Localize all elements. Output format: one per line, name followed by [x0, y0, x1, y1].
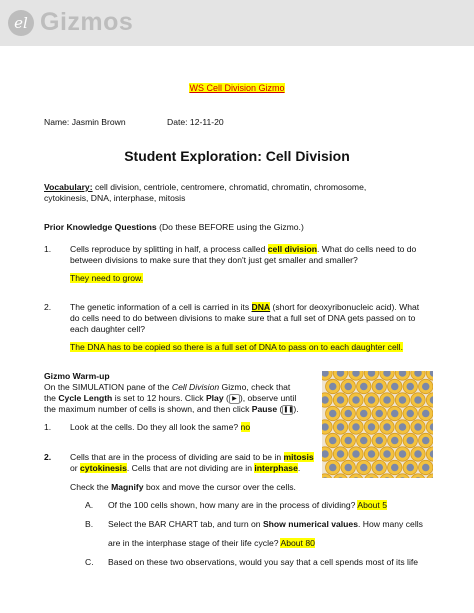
w2-check-line [70, 482, 296, 493]
date-line: Date: 12-11-20 [167, 117, 224, 127]
cell [349, 371, 363, 380]
cell [341, 379, 355, 393]
cell [341, 406, 355, 420]
w2-check-post: box and move the cursor over the cells. [143, 482, 296, 492]
cell [372, 406, 386, 420]
gizmos-header-bar [0, 0, 474, 46]
cell [426, 447, 433, 461]
cell [411, 420, 425, 434]
cell [419, 379, 433, 393]
subA-text: Of the 100 cells shown, how many are in the process of dividing? [108, 500, 358, 510]
q2-line-3: each daughter cell? [70, 324, 146, 334]
warmup-line-1 [44, 382, 290, 393]
warmup-l2-paren-close: ), observe until [239, 393, 297, 403]
cell [364, 420, 378, 434]
cell [349, 393, 363, 407]
cell [395, 420, 409, 434]
cell [372, 379, 386, 393]
warmup-l2-paren-open: ( [223, 393, 229, 403]
cell [419, 460, 433, 474]
subB-bold: Show numerical values [262, 519, 358, 529]
prior-knowledge-title: Prior Knowledge Questions [44, 222, 157, 232]
warmup-heading: Gizmo Warm-up [44, 371, 110, 381]
cell [395, 371, 409, 380]
vocabulary-terms-2: cytokinesis, DNA, interphase, mitosis [44, 193, 186, 203]
cell [322, 371, 332, 380]
cell [349, 447, 363, 461]
cells-image [322, 371, 433, 478]
warmup-l1-italic: Cell Division [171, 382, 220, 392]
w1-number: 1. [44, 422, 52, 432]
cell [411, 393, 425, 407]
cell [357, 460, 371, 474]
cell [322, 393, 332, 407]
q2-text-post: (short for deoxyribonucleic acid). What [270, 302, 420, 312]
play-icon: ▶ [229, 394, 240, 404]
warmup-l3-pre: the maximum number of cells is shown, and then click [44, 404, 252, 414]
w2-term-interphase: interphase [254, 463, 298, 473]
subB-line-2 [108, 538, 315, 549]
cell [426, 420, 433, 434]
warmup-l3-paren-close: ). [293, 404, 299, 414]
w2-l2-post: . [297, 463, 301, 473]
subA-letter: A. [85, 500, 94, 510]
cell [380, 420, 394, 434]
cell [388, 460, 402, 474]
warmup-l2-pre: the [44, 393, 59, 403]
cell [403, 379, 417, 393]
cell [326, 433, 340, 447]
w2-text-pre: Cells that are in the process of dividing are said to be in [70, 452, 284, 462]
subB-line-1 [108, 519, 423, 530]
w2-check-magnify: Magnify [111, 482, 144, 492]
name-line: Name: Jasmin Brown [44, 117, 126, 127]
gizmos-logo-text: Gizmos [40, 8, 134, 36]
cell [333, 393, 347, 407]
w2-l2-pre: or [70, 463, 81, 473]
subB-answer: About 80 [280, 538, 315, 548]
q2-number: 2. [44, 302, 52, 312]
w2-line-1 [70, 452, 314, 463]
pause-icon: ❚❚ [283, 406, 294, 413]
subB-text-2: are in the interphase stage of their life cycle? [108, 538, 281, 548]
subB-text-pre: Select the BAR CHART tab, and turn on [108, 519, 263, 529]
document-title-text: WS Cell Division Gizmo [189, 83, 285, 93]
cell [333, 420, 347, 434]
q1-answer-text: They need to grow. [70, 273, 144, 283]
w1-text: Look at the cells. Do they all look the same? [70, 422, 241, 432]
subA-answer: About 5 [357, 500, 387, 510]
cell [403, 460, 417, 474]
q2-line-2: do cells need to do between divisions to make sure that a full set of DNA gets passed on to [70, 313, 416, 323]
warmup-l2-mid: is set to 12 hours. Click [112, 393, 206, 403]
gizmos-logo-icon: el [8, 10, 34, 36]
w2-l2-mid: . Cells that are not dividing are in [126, 463, 255, 473]
q1-line-2: between divisions to make sure that they don't just get smaller and smaller? [70, 255, 358, 265]
q2-answer-text: The DNA has to be copied so there is a full set of DNA to pass on to each daughter cell. [70, 342, 403, 352]
subC-letter: C. [85, 557, 94, 567]
vocabulary-label: Vocabulary: [44, 182, 93, 192]
q1-text-pre: Cells reproduce by splitting in half, a process called [70, 244, 268, 254]
cell [372, 433, 386, 447]
cell [326, 460, 340, 474]
w2-term-cytokinesis: cytokinesis [80, 463, 127, 473]
cell [333, 371, 347, 380]
q2-answer [70, 342, 403, 353]
cell [357, 433, 371, 447]
w1-answer: no [240, 422, 251, 432]
cell [403, 433, 417, 447]
subB-letter: B. [85, 519, 94, 529]
cell [388, 406, 402, 420]
document-title [0, 78, 474, 96]
subB-text-post: . How many cells [357, 519, 423, 529]
cell [364, 371, 378, 380]
cell [419, 406, 433, 420]
vocabulary-terms-1: cell division, centriole, centromere, chromatid, chromatin, chromosome, [92, 182, 367, 192]
q1-text-post: . What do cells need to do [316, 244, 417, 254]
cells-illustration [322, 371, 433, 478]
q1-number: 1. [44, 244, 52, 254]
w2-number: 2. [44, 452, 52, 462]
warmup-l1-post: Gizmo, check that [219, 382, 291, 392]
cell [380, 447, 394, 461]
cell [341, 433, 355, 447]
cell [322, 447, 332, 461]
page-title: Student Exploration: Cell Division [124, 148, 350, 164]
vocabulary-line-1 [44, 182, 366, 193]
cell [349, 420, 363, 434]
cell [388, 433, 402, 447]
cell [395, 447, 409, 461]
warmup-l3-paren-open: ( [277, 404, 283, 414]
warmup-pause-label: Pause [251, 404, 278, 414]
warmup-line-3 [44, 404, 299, 415]
cell [341, 460, 355, 474]
q2-line-1 [70, 302, 419, 313]
cell [380, 371, 394, 380]
q1-answer [70, 273, 143, 284]
prior-knowledge-note: (Do these BEFORE using the Gizmo.) [156, 222, 304, 232]
w2-line-2 [70, 463, 300, 474]
subA-line [108, 500, 387, 511]
q2-term: DNA [251, 302, 271, 312]
cell [419, 433, 433, 447]
cell [326, 406, 340, 420]
w2-check-pre: Check the [70, 482, 112, 492]
warmup-line-2 [44, 393, 296, 404]
q2-text-pre: The genetic information of a cell is carried in its [70, 302, 252, 312]
cell [411, 447, 425, 461]
warmup-cycle-length: Cycle Length [58, 393, 113, 403]
cell [395, 393, 409, 407]
cell [388, 379, 402, 393]
w2-term-mitosis: mitosis [283, 452, 314, 462]
warmup-l1-pre: On the SIMULATION pane of the [44, 382, 172, 392]
cell [364, 447, 378, 461]
cell [326, 379, 340, 393]
w1-line [70, 422, 250, 433]
cell [426, 371, 433, 380]
q1-term: cell division [267, 244, 317, 254]
cell [372, 460, 386, 474]
cell [426, 393, 433, 407]
q1-line-1 [70, 244, 416, 255]
cell [364, 393, 378, 407]
cell [357, 379, 371, 393]
cell [322, 420, 332, 434]
warmup-play-label: Play [205, 393, 224, 403]
cell [403, 406, 417, 420]
cell [380, 393, 394, 407]
subC-line: Based on these two observations, would you say that a cell spends most of its life [108, 557, 419, 567]
cell [333, 447, 347, 461]
cell [411, 371, 425, 380]
cell [357, 406, 371, 420]
prior-knowledge-heading [44, 222, 304, 233]
